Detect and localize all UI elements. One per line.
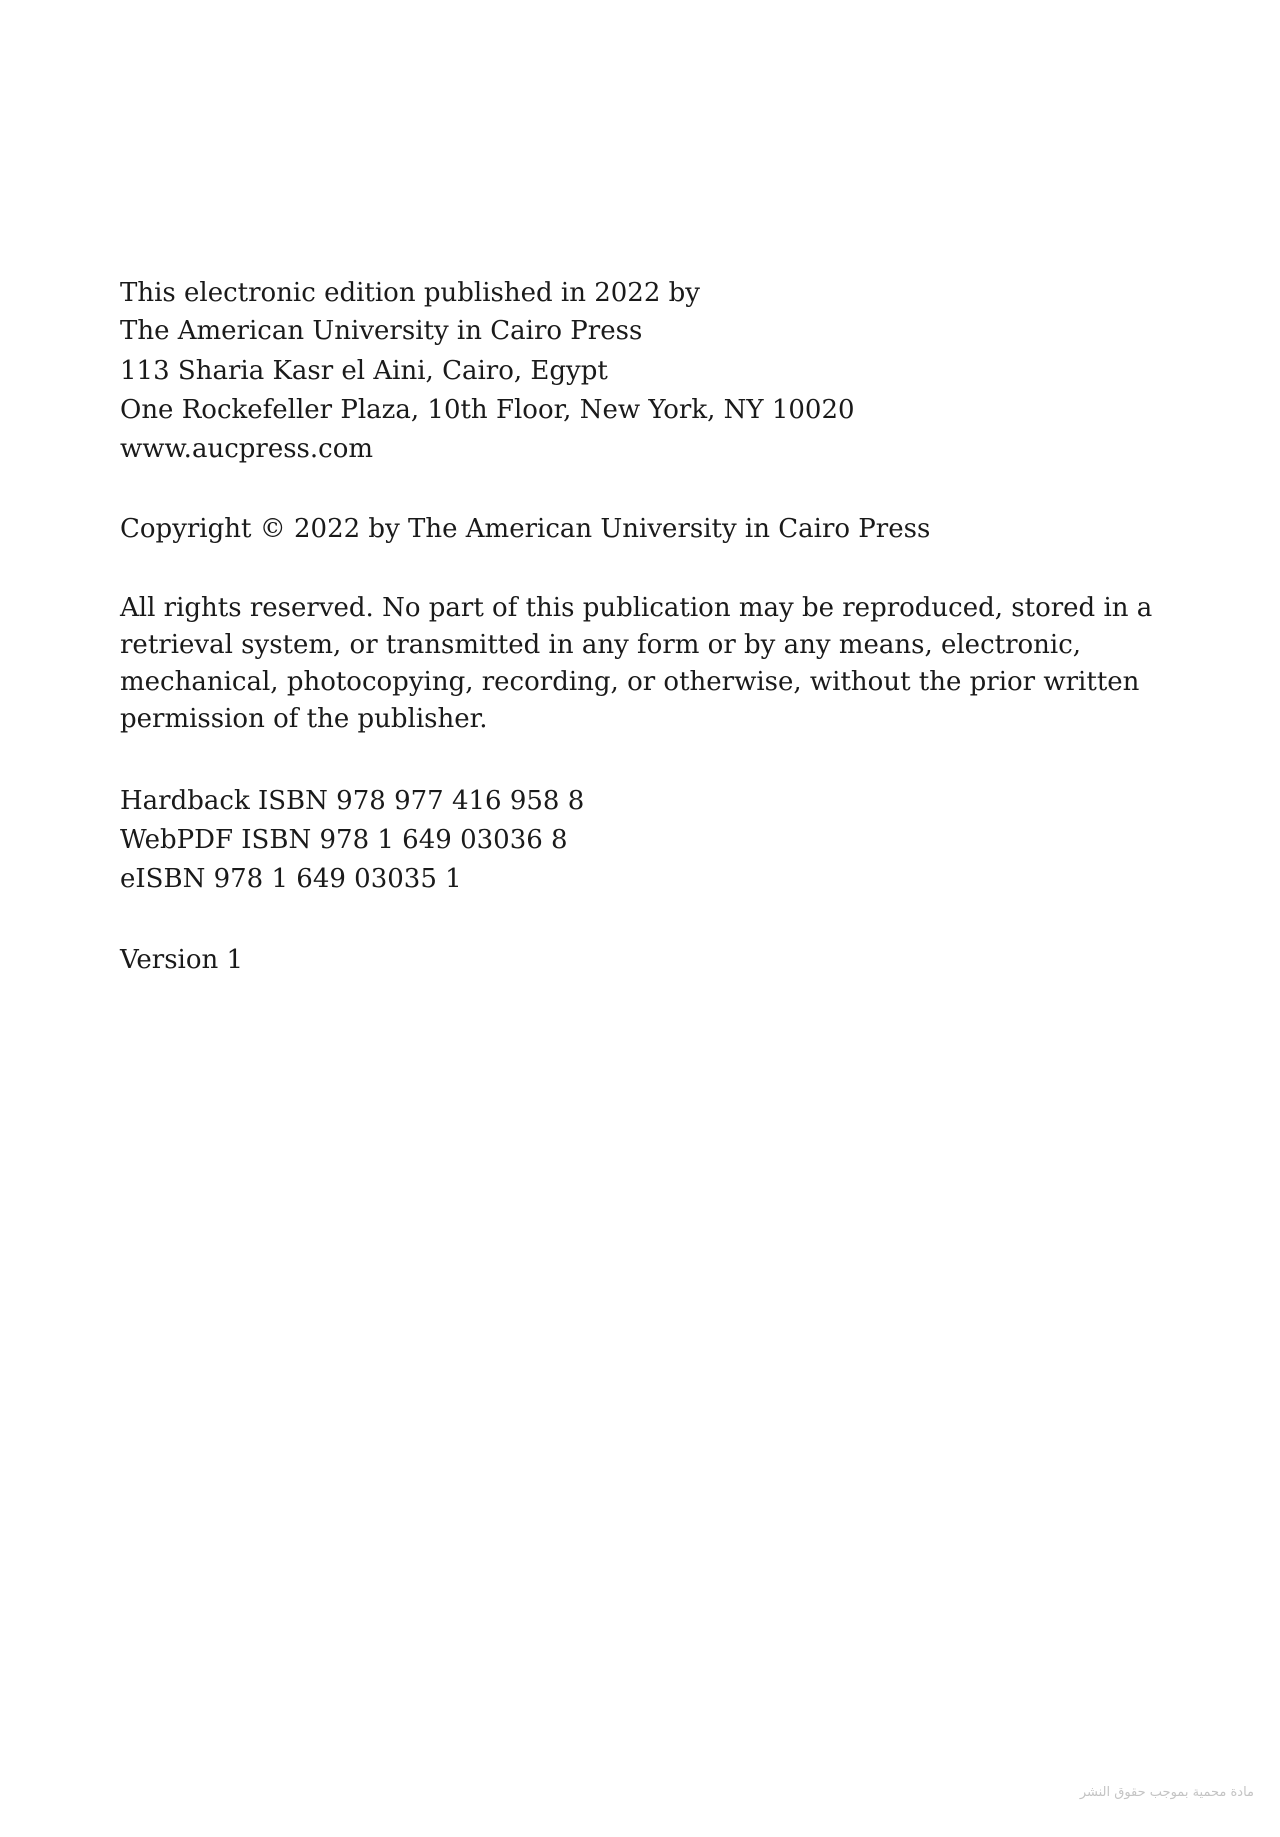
rights-line-1: All rights reserved. No part of this publication may be reproduced, stored in a <box>120 593 1153 623</box>
rights-line-3: mechanical, photocopying, recording, or otherwise, without the prior written <box>120 667 1140 697</box>
publisher-line-name: The American University in Cairo Press <box>120 316 643 346</box>
publisher-line-newyork-address: One Rockefeller Plaza, 10th Floor, New York, NY 10020 <box>120 395 855 425</box>
version-label: Version 1 <box>120 945 244 975</box>
isbn-ebook: eISBN 978 1 649 03035 1 <box>120 864 462 894</box>
rights-line-4: permission of the publisher. <box>120 704 488 734</box>
rights-line-2: retrieval system, or transmitted in any form or by any means, electronic, <box>120 630 1082 660</box>
isbn-webpdf: WebPDF ISBN 978 1 649 03036 8 <box>120 825 568 855</box>
isbn-hardback: Hardback ISBN 978 977 416 958 8 <box>120 786 585 816</box>
copyright-watermark: مادة محمية بموجب حقوق النشر <box>1079 1785 1254 1800</box>
publisher-line-edition: This electronic edition published in 2022 by <box>120 278 700 308</box>
publisher-line-cairo-address: 113 Sharia Kasr el Aini, Cairo, Egypt <box>120 356 608 386</box>
publisher-website: www.aucpress.com <box>120 434 374 464</box>
copyright-notice: Copyright © 2022 by The American University in Cairo Press <box>120 514 931 544</box>
